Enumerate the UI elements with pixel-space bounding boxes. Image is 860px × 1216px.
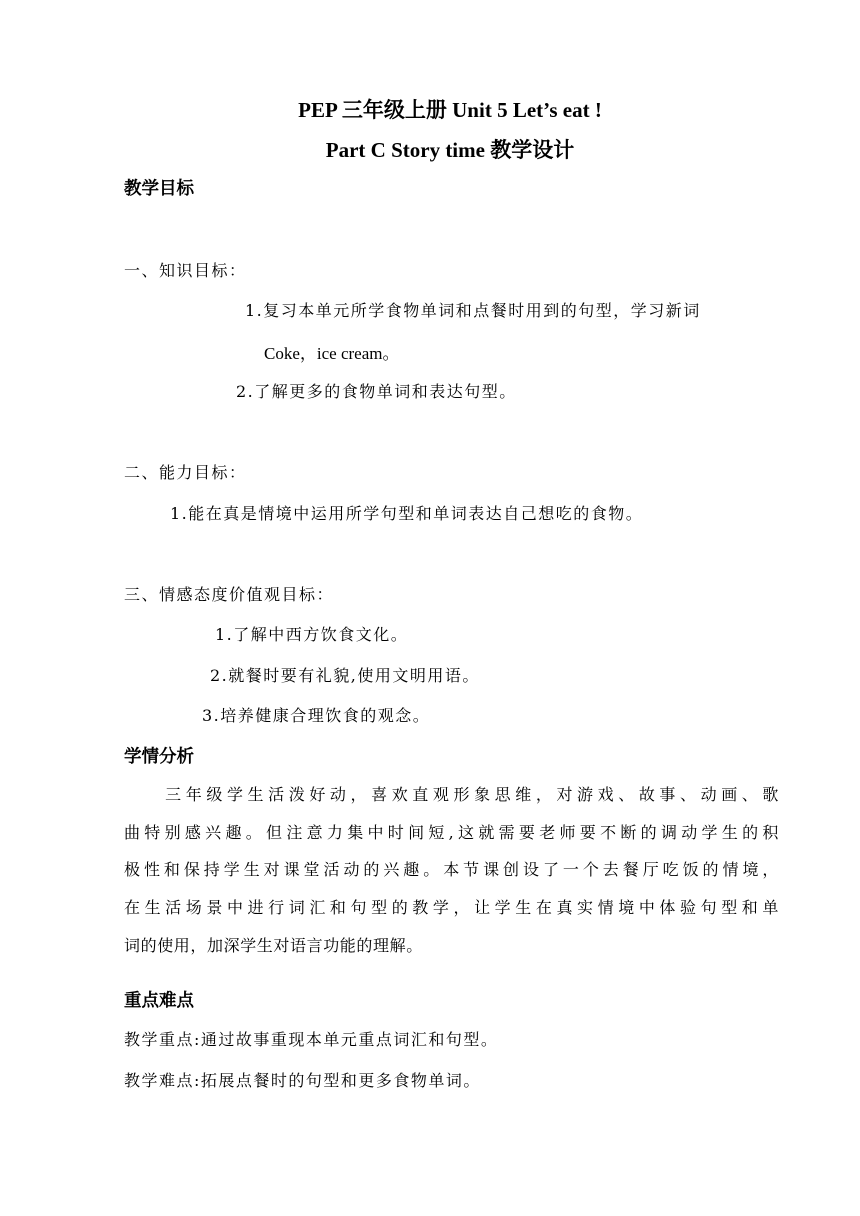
section-heading-key-points: 重点难点 bbox=[124, 991, 194, 1011]
analysis-line-4: 在生活场景中进行词汇和句型的教学，让学生在真实情境中体验句型和单 bbox=[124, 898, 779, 918]
teaching-difficulty: 教学难点:拓展点餐时的句型和更多食物单词。 bbox=[124, 1071, 481, 1090]
knowledge-item-2: 2.了解更多的食物单词和表达句型。 bbox=[236, 382, 517, 401]
knowledge-item-1-continued: Coke，ice cream。 bbox=[264, 344, 400, 363]
knowledge-objectives-label: 一、知识目标： bbox=[124, 261, 247, 280]
analysis-paragraph bbox=[124, 776, 779, 965]
ability-item-1: 1.能在真是情境中运用所学句型和单词表达自己想吃的食物。 bbox=[170, 504, 644, 523]
knowledge-item-1: 1.复习本单元所学食物单词和点餐时用到的句型，学习新词 bbox=[245, 301, 701, 320]
analysis-line-2: 曲特别感兴趣。但注意力集中时间短,这就需要老师要不断的调动学生的积 bbox=[124, 822, 779, 842]
document-subtitle: Part C Story time 教学设计 bbox=[325, 138, 575, 162]
emotion-item-1: 1.了解中西方饮食文化。 bbox=[215, 625, 409, 644]
document-title: PEP 三年级上册 Unit 5 Let’s eat ! bbox=[298, 98, 602, 122]
section-heading-objectives: 教学目标 bbox=[124, 179, 194, 199]
emotion-objectives-label: 三、情感态度价值观目标： bbox=[124, 585, 335, 604]
teaching-focus: 教学重点:通过故事重现本单元重点词汇和句型。 bbox=[124, 1030, 499, 1049]
analysis-line-5: 词的使用，加深学生对语言功能的理解。 bbox=[124, 935, 423, 955]
emotion-item-2: 2.就餐时要有礼貌,使用文明用语。 bbox=[210, 666, 480, 685]
analysis-line-1: 三年级学生活泼好动，喜欢直观形象思维，对游戏、故事、动画、歌 bbox=[124, 785, 779, 804]
ability-objectives-label: 二、能力目标： bbox=[124, 463, 247, 482]
analysis-line-3: 极性和保持学生对课堂活动的兴趣。本节课创设了一个去餐厅吃饭的情境， bbox=[124, 860, 779, 880]
section-heading-analysis: 学情分析 bbox=[124, 747, 194, 767]
emotion-item-3: 3.培养健康合理饮食的观念。 bbox=[202, 706, 431, 725]
